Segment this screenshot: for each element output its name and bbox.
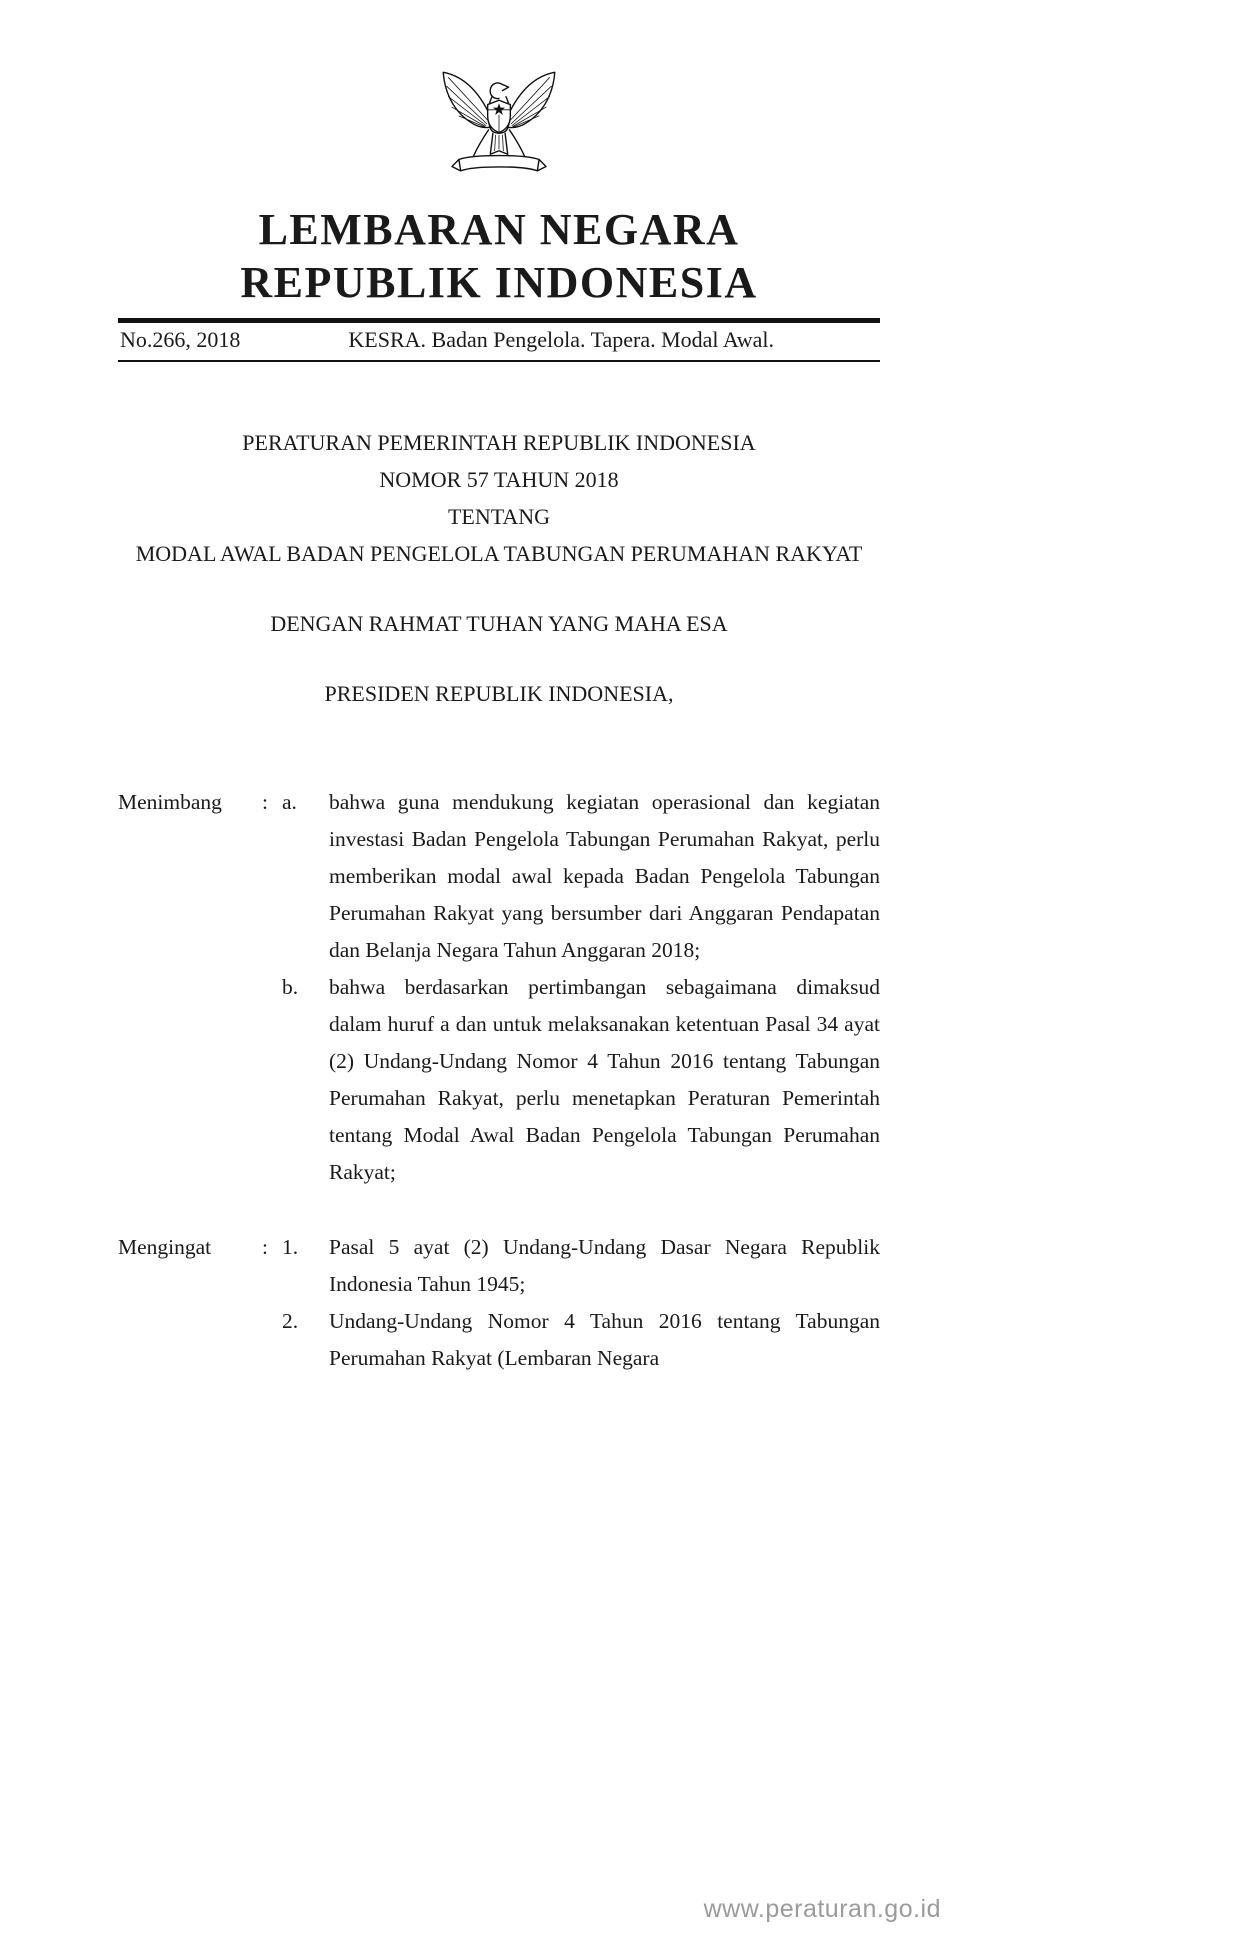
considerations-colon: : bbox=[262, 790, 268, 814]
consideration-item-b bbox=[118, 969, 880, 1191]
regulation-number-line: NOMOR 57 TAHUN 2018 bbox=[379, 467, 619, 492]
garuda-pancasila-emblem bbox=[118, 60, 880, 191]
clauses-section bbox=[118, 784, 880, 1377]
document-content bbox=[118, 0, 880, 1377]
regulation-title-line1: PERATURAN PEMERINTAH REPUBLIK INDONESIA bbox=[242, 430, 756, 455]
regulation-subject-line: MODAL AWAL BADAN PENGELOLA TABUNGAN PERUMAHAN RAKYAT bbox=[135, 541, 863, 566]
consideration-text-a: bahwa guna mendukung kegiatan operasional dan kegiatan investasi Badan Pengelola Tabungan Perumahan Rakyat, perlu memberikan modal awal kepada Badan Pengelola Tabungan Perumahan Rakyat yang bersumber dari Anggaran Pendapatan dan Belanja Negara Tahun Anggaran 2018; bbox=[329, 790, 880, 962]
legal-basis-item-2 bbox=[118, 1303, 880, 1377]
legal-basis-item-1 bbox=[118, 1229, 880, 1303]
legal-basis-marker-2: 2. bbox=[282, 1309, 299, 1333]
consideration-item-a bbox=[118, 784, 880, 969]
masthead-info-row bbox=[118, 323, 880, 360]
consideration-text-b: bahwa berdasarkan pertimbangan sebagaimana dimaksud dalam huruf a dan untuk melaksanakan ketentuan Pasal 34 ayat (2) Undang-Undang Nomor 4 Tahun 2016 tentang Tabungan Perumahan Rakyat, perlu menetapkan Peraturan Pemerintah tentang Modal Awal Badan Pengelola Tabungan Perumahan Rakyat; bbox=[329, 975, 880, 1184]
legal-basis-text-1: Pasal 5 ayat (2) Undang-Undang Dasar Negara Republik Indonesia Tahun 1945; bbox=[329, 1235, 880, 1296]
issue-number: No.266, 2018 bbox=[120, 327, 241, 352]
legal-basis-label: Mengingat bbox=[118, 1235, 212, 1259]
garuda-pancasila-icon bbox=[438, 60, 560, 191]
invocation-line: DENGAN RAHMAT TUHAN YANG MAHA ESA bbox=[270, 611, 728, 636]
regulation-about-word: TENTANG bbox=[447, 504, 551, 529]
legal-basis-text-2: Undang-Undang Nomor 4 Tahun 2016 tentang Tabungan Perumahan Rakyat (Lembaran Negara bbox=[329, 1309, 880, 1370]
subject-line: KESRA. Badan Pengelola. Tapera. Modal Awal. bbox=[348, 327, 774, 352]
footer-watermark: www.peraturan.go.id bbox=[703, 1895, 941, 1923]
legal-basis-colon: : bbox=[262, 1235, 268, 1259]
regulation-title-block bbox=[118, 424, 880, 572]
authority-line: PRESIDEN REPUBLIK INDONESIA, bbox=[324, 681, 674, 706]
masthead-rule-bottom bbox=[118, 360, 880, 362]
masthead-title-line2: REPUBLIK INDONESIA bbox=[240, 258, 758, 307]
considerations-label: Menimbang bbox=[118, 790, 222, 814]
consideration-marker-a: a. bbox=[282, 790, 297, 814]
consideration-marker-b: b. bbox=[282, 975, 299, 999]
masthead-title-line1: LEMBARAN NEGARA bbox=[258, 205, 740, 254]
legal-basis-marker-1: 1. bbox=[282, 1235, 299, 1259]
